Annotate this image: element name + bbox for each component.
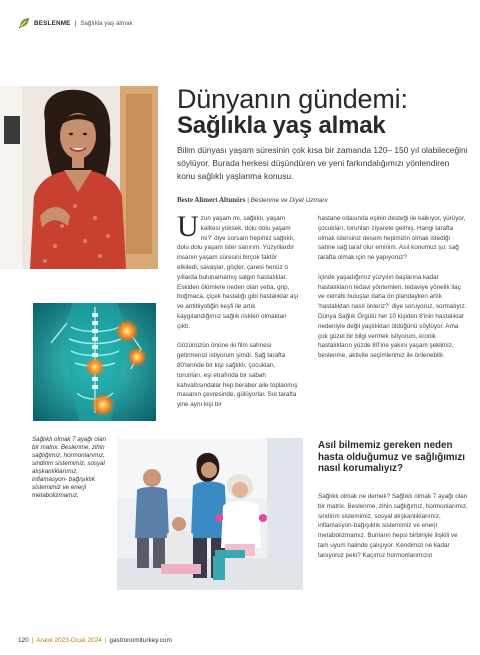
website-link[interactable]: gastronomiturkey.com (109, 637, 172, 644)
page-number: 120 (18, 637, 29, 644)
issue-date: Aralık 2023-Ocak 2024 (36, 637, 102, 644)
author-photo (0, 86, 158, 269)
footer-separator: | (31, 637, 34, 644)
section-separator: | (74, 19, 77, 27)
body-column-1 (177, 210, 299, 420)
body-paragraph: Sağlıklı olmak ne demek? Sağlıklı olmak 7 ayağı olan bir matrix. Beslenme, zihin sağlığımız, hormonlarımız, sindirim sistemimiz, sosyal alışkanlıklarımız, inflamasyon-bağışıklık sistemimiz ve enerji metabolizmamız. Bunların hepsi birbiriyle ilişkili ve tam uyum halinde çalışıyor. Kendimizi ne kadar tanıyoruz peki? Kaçımız hormonlarımızın (318, 493, 468, 559)
leaf-icon (18, 17, 30, 29)
byline-separator: | (247, 197, 249, 204)
page-footer (18, 637, 172, 644)
byline (177, 196, 328, 204)
lead-paragraph: Bilim dünyası yaşam süresinin çok kısa bir zamanda 120– 150 yıl olabileceğini söylüyor. Burada herkesi düşündüren ve yeni farkındalığımızı yönlendiren konu sağlıklı yaşlanma konusu. (177, 145, 468, 181)
body-text: zun yaşam mı, sağlıklı, yaşam kalitesi yüksek, dolu dolu yaşam mı?' diye sorsam hepimiz sağlıklı, dolu dolu yaşam ister sanırım. Yüzyıllardır insanın yaşam süresini birçok faktör etkiledi, savaşlar, göçler, çaresi henüz o yıllarda bulunamamış salgın hastalıklar. Eskiden ölümlere neden olan veba, grip, boğmaca, çiçek hastalığı gibi hastalıklar aşı ve antibiyotiğin keşfi ile artık kaygılandığımız sağlık riskleri olmaktan çıktı. (177, 215, 299, 330)
spine-illustration (33, 303, 156, 421)
body-paragraph (177, 210, 299, 332)
section-header (18, 16, 133, 30)
body-paragraph: Gözünüzün önüne iki film sahnesi getirmenizi istiyorum şimdi. Sağ tarafta 80'lerinde bir kişi sağlıklı, çocukları, torunları, eşi etrafında bir sabah kahvaltısındalar hep beraber aile toplanmış masanın çevresinde, gülüyorlar. Sol tarafta yine aynı kişi bir (177, 342, 298, 409)
section-subheading: Asıl bilmemiz gereken neden hasta olduğumuz ve sağlığımızı nasıl korumalıyız? (318, 440, 465, 474)
author-role: Beslenme ve Diyet Uzmanı (250, 197, 328, 204)
image-caption: Sağlıklı olmak 7 ayağı olan bir matrix. Beslenme, zihin sağlığımız, hormonlarımız, sindirim sistemimiz, sosyal alışkanlıklarımız, inflamasyon- bağışıklık sistemimiz ve enerji metabolizmamız. (32, 436, 106, 499)
exercise-photo (117, 438, 303, 590)
body-paragraph: hastane odasında eşinin desteği ile kalkıyor, yürüyor, çocukları, torunları ziyarete gelmiş. Hangi tarafta olmak istersiniz desem hepimizin olmak istediği sahne sağ taraf olur eminim. Asıl konumuz şu; sağ tarafta olmak için ne yapıyoruz? (318, 215, 466, 262)
footer-separator: | (104, 637, 107, 644)
section-subtitle: Sağlıkla yaş almak (80, 19, 133, 27)
article-title (177, 85, 467, 139)
drop-cap: U (177, 210, 199, 243)
title-line-2: Sağlıkla yaş almak (177, 112, 386, 140)
section-label: BESLENME (34, 19, 71, 27)
body-column-3 (318, 492, 468, 561)
title-line-1: Dünyanın gündemi: (177, 84, 408, 114)
body-paragraph: İçinde yaşadığımız yüzyılın başlarına kadar hastalıkların tedavi yöntemleri, tedaviye yönelik ilaç ve cerrahi buluşlar daha ön plandayken artık 'hastalıktan nasıl önleriz?' diye soruyoruz, sormalıyız. Dünya Sağlık Örgütü her 10 kişiden 8'inin hastalıklar nedeniyle değil yaşlılıktan öldüğünü söylüyor. Ama çok güzel bir bilgi vermek istiyorum, kronik hastalıkların yüzde 80'ine yakını yaşam şeklimiz, beslenme, aktivite seçimlerimiz ile önlenebilir. (318, 273, 467, 360)
body-column-2 (318, 214, 468, 371)
author-name: Beste Alimert Altunörs (177, 196, 246, 204)
